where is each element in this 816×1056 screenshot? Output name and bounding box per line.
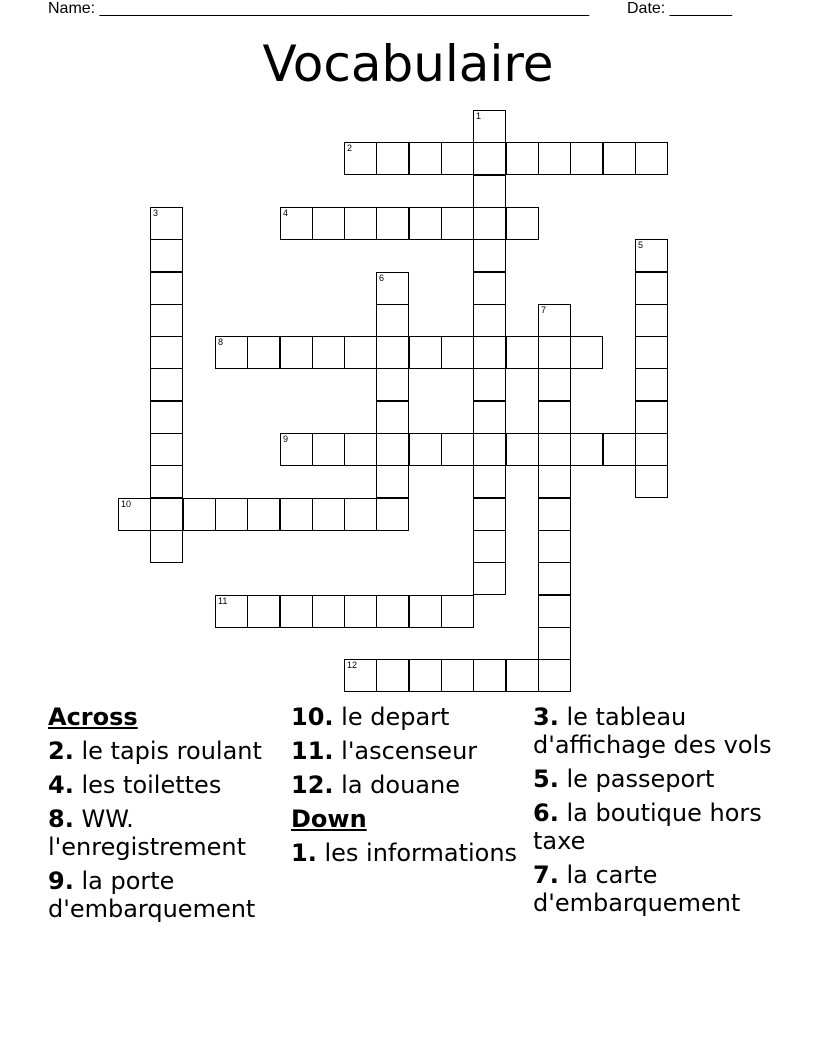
grid-cell[interactable]: [312, 433, 345, 466]
grid-cell[interactable]: [150, 207, 183, 240]
grid-cell[interactable]: [150, 465, 183, 498]
clue-number: 7.: [533, 861, 559, 889]
grid-cell[interactable]: [409, 207, 442, 240]
grid-cell[interactable]: [376, 433, 409, 466]
grid-cell[interactable]: [150, 336, 183, 369]
grid-cell[interactable]: [473, 142, 506, 175]
clue-number: 1.: [291, 839, 317, 867]
grid-cell[interactable]: [473, 110, 506, 143]
clue-number: 2.: [48, 737, 74, 765]
cell-number: 1: [476, 111, 482, 121]
grid-cell[interactable]: [538, 530, 571, 563]
clue-text: le passeport: [566, 765, 715, 793]
grid-cell[interactable]: [441, 207, 474, 240]
clue-text: le tableau d'affichage des vols: [533, 703, 772, 759]
grid-cell[interactable]: [150, 368, 183, 401]
grid-cell[interactable]: [344, 207, 377, 240]
clue-number: 3.: [533, 703, 559, 731]
clue-across-11: [291, 737, 526, 765]
grid-cell[interactable]: [635, 239, 668, 272]
grid-cell[interactable]: [150, 239, 183, 272]
grid-cell[interactable]: [409, 659, 442, 692]
grid-cell[interactable]: [441, 595, 474, 628]
down-heading: Down: [291, 805, 367, 833]
cell-number: 6: [379, 273, 385, 283]
grid-cell[interactable]: [538, 336, 571, 369]
clue-across-12: [291, 771, 526, 799]
grid-cell[interactable]: [473, 465, 506, 498]
grid-cell[interactable]: [635, 401, 668, 434]
grid-cell[interactable]: [376, 368, 409, 401]
grid-cell[interactable]: [376, 207, 409, 240]
grid-cell[interactable]: [409, 595, 442, 628]
grid-cell[interactable]: [473, 498, 506, 531]
grid-cell[interactable]: [635, 304, 668, 337]
clue-text: le tapis roulant: [81, 737, 262, 765]
clue-column-1: [48, 703, 283, 929]
grid-cell[interactable]: [344, 595, 377, 628]
grid-cell[interactable]: [441, 659, 474, 692]
grid-cell[interactable]: [376, 272, 409, 305]
grid-cell[interactable]: [376, 498, 409, 531]
clue-text: les toilettes: [81, 771, 222, 799]
grid-cell[interactable]: [570, 433, 603, 466]
grid-cell[interactable]: [247, 336, 280, 369]
grid-cell[interactable]: [409, 336, 442, 369]
grid-cell[interactable]: [344, 659, 377, 692]
grid-cell[interactable]: [538, 368, 571, 401]
grid-cell[interactable]: [473, 207, 506, 240]
clue-down-6: [533, 799, 773, 855]
cell-number: 4: [283, 208, 289, 218]
cell-number: 3: [153, 208, 159, 218]
grid-cell[interactable]: [538, 465, 571, 498]
clue-across-4: [48, 771, 283, 799]
clue-number: 11.: [291, 737, 334, 765]
grid-cell[interactable]: [538, 142, 571, 175]
grid-cell[interactable]: [635, 465, 668, 498]
clue-text: l'ascenseur: [341, 737, 478, 765]
grid-cell[interactable]: [473, 562, 506, 595]
grid-cell[interactable]: [506, 433, 539, 466]
clue-down-7: [533, 861, 773, 917]
grid-cell[interactable]: [280, 595, 313, 628]
clue-number: 10.: [291, 703, 334, 731]
grid-cell[interactable]: [280, 336, 313, 369]
grid-cell[interactable]: [247, 498, 280, 531]
grid-cell[interactable]: [376, 659, 409, 692]
cell-number: 8: [218, 337, 224, 347]
grid-cell[interactable]: [603, 142, 636, 175]
page-title: Vocabulaire: [262, 35, 554, 93]
grid-cell[interactable]: [473, 659, 506, 692]
grid-cell[interactable]: [441, 336, 474, 369]
cell-number: 2: [347, 143, 353, 153]
clue-number: 12.: [291, 771, 334, 799]
grid-cell[interactable]: [473, 304, 506, 337]
grid-cell[interactable]: [473, 368, 506, 401]
grid-cell[interactable]: [473, 401, 506, 434]
name-line: Name: _______________________________________________________: [48, 0, 589, 17]
grid-cell[interactable]: [506, 659, 539, 692]
grid-cell[interactable]: [215, 498, 248, 531]
cell-number: 7: [541, 305, 547, 315]
grid-cell[interactable]: [344, 336, 377, 369]
grid-cell[interactable]: [247, 595, 280, 628]
grid-cell[interactable]: [183, 498, 216, 531]
grid-cell[interactable]: [376, 142, 409, 175]
clue-text: les informations: [324, 839, 518, 867]
clue-number: 9.: [48, 867, 74, 895]
grid-cell[interactable]: [150, 498, 183, 531]
grid-cell[interactable]: [570, 142, 603, 175]
grid-cell[interactable]: [150, 304, 183, 337]
clue-down-3: [533, 703, 773, 759]
grid-cell[interactable]: [150, 272, 183, 305]
clue-number: 5.: [533, 765, 559, 793]
clue-text: le depart: [341, 703, 450, 731]
grid-cell[interactable]: [150, 433, 183, 466]
clue-text: la porte d'embarquement: [48, 867, 256, 923]
grid-cell[interactable]: [312, 498, 345, 531]
grid-cell[interactable]: [376, 595, 409, 628]
across-heading: Across: [48, 703, 138, 731]
grid-cell[interactable]: [635, 142, 668, 175]
grid-cell[interactable]: [506, 336, 539, 369]
clue-across-2: [48, 737, 283, 765]
grid-cell[interactable]: [344, 142, 377, 175]
grid-cell[interactable]: [506, 142, 539, 175]
clue-text: la carte d'embarquement: [533, 861, 741, 917]
grid-cell[interactable]: [538, 401, 571, 434]
grid-cell[interactable]: [635, 336, 668, 369]
cell-number: 12: [347, 660, 358, 670]
clue-text: la boutique hors taxe: [533, 799, 762, 855]
grid-cell[interactable]: [570, 336, 603, 369]
grid-cell[interactable]: [538, 498, 571, 531]
grid-cell[interactable]: [603, 433, 636, 466]
grid-cell[interactable]: [538, 304, 571, 337]
grid-cell[interactable]: [409, 142, 442, 175]
clue-number: 4.: [48, 771, 74, 799]
clue-text: WW. l'enregistrement: [48, 805, 247, 861]
clue-across-8: [48, 805, 283, 861]
grid-cell[interactable]: [409, 433, 442, 466]
clue-across-10: [291, 703, 526, 731]
grid-cell[interactable]: [473, 175, 506, 208]
cell-number: 9: [283, 434, 289, 444]
grid-cell[interactable]: [376, 465, 409, 498]
grid-cell[interactable]: [150, 401, 183, 434]
grid-cell[interactable]: [473, 336, 506, 369]
clue-across-9: [48, 867, 283, 923]
grid-cell[interactable]: [215, 595, 248, 628]
grid-cell[interactable]: [538, 562, 571, 595]
grid-cell[interactable]: [344, 433, 377, 466]
grid-cell[interactable]: [376, 401, 409, 434]
clue-number: 6.: [533, 799, 559, 827]
grid-cell[interactable]: [312, 595, 345, 628]
grid-cell[interactable]: [441, 142, 474, 175]
grid-cell[interactable]: [312, 207, 345, 240]
grid-cell[interactable]: [441, 433, 474, 466]
clue-number: 8.: [48, 805, 74, 833]
grid-cell[interactable]: [376, 304, 409, 337]
cell-number: 11: [218, 596, 228, 606]
grid-cell[interactable]: [312, 336, 345, 369]
grid-cell[interactable]: [635, 272, 668, 305]
grid-cell[interactable]: [473, 272, 506, 305]
date-line: Date: _______: [627, 0, 732, 17]
grid-cell[interactable]: [538, 659, 571, 692]
grid-cell[interactable]: [473, 530, 506, 563]
clue-column-3: [533, 703, 773, 923]
cell-number: 10: [121, 499, 132, 509]
grid-cell[interactable]: [635, 368, 668, 401]
grid-cell[interactable]: [280, 433, 313, 466]
grid-cell[interactable]: [473, 433, 506, 466]
cell-number: 5: [638, 240, 644, 250]
grid-cell[interactable]: [215, 336, 248, 369]
grid-cell[interactable]: [635, 433, 668, 466]
grid-cell[interactable]: [280, 498, 313, 531]
clue-down-5: [533, 765, 773, 793]
grid-cell[interactable]: [538, 627, 571, 660]
grid-cell[interactable]: [506, 207, 539, 240]
grid-cell[interactable]: [376, 336, 409, 369]
grid-cell[interactable]: [150, 530, 183, 563]
grid-cell[interactable]: [538, 595, 571, 628]
grid-cell[interactable]: [538, 433, 571, 466]
clue-column-2: [291, 703, 526, 873]
grid-cell[interactable]: [280, 207, 313, 240]
grid-cell[interactable]: [473, 239, 506, 272]
clue-down-1: [291, 839, 526, 867]
grid-cell[interactable]: [344, 498, 377, 531]
clue-text: la douane: [341, 771, 460, 799]
grid-cell[interactable]: [118, 498, 151, 531]
